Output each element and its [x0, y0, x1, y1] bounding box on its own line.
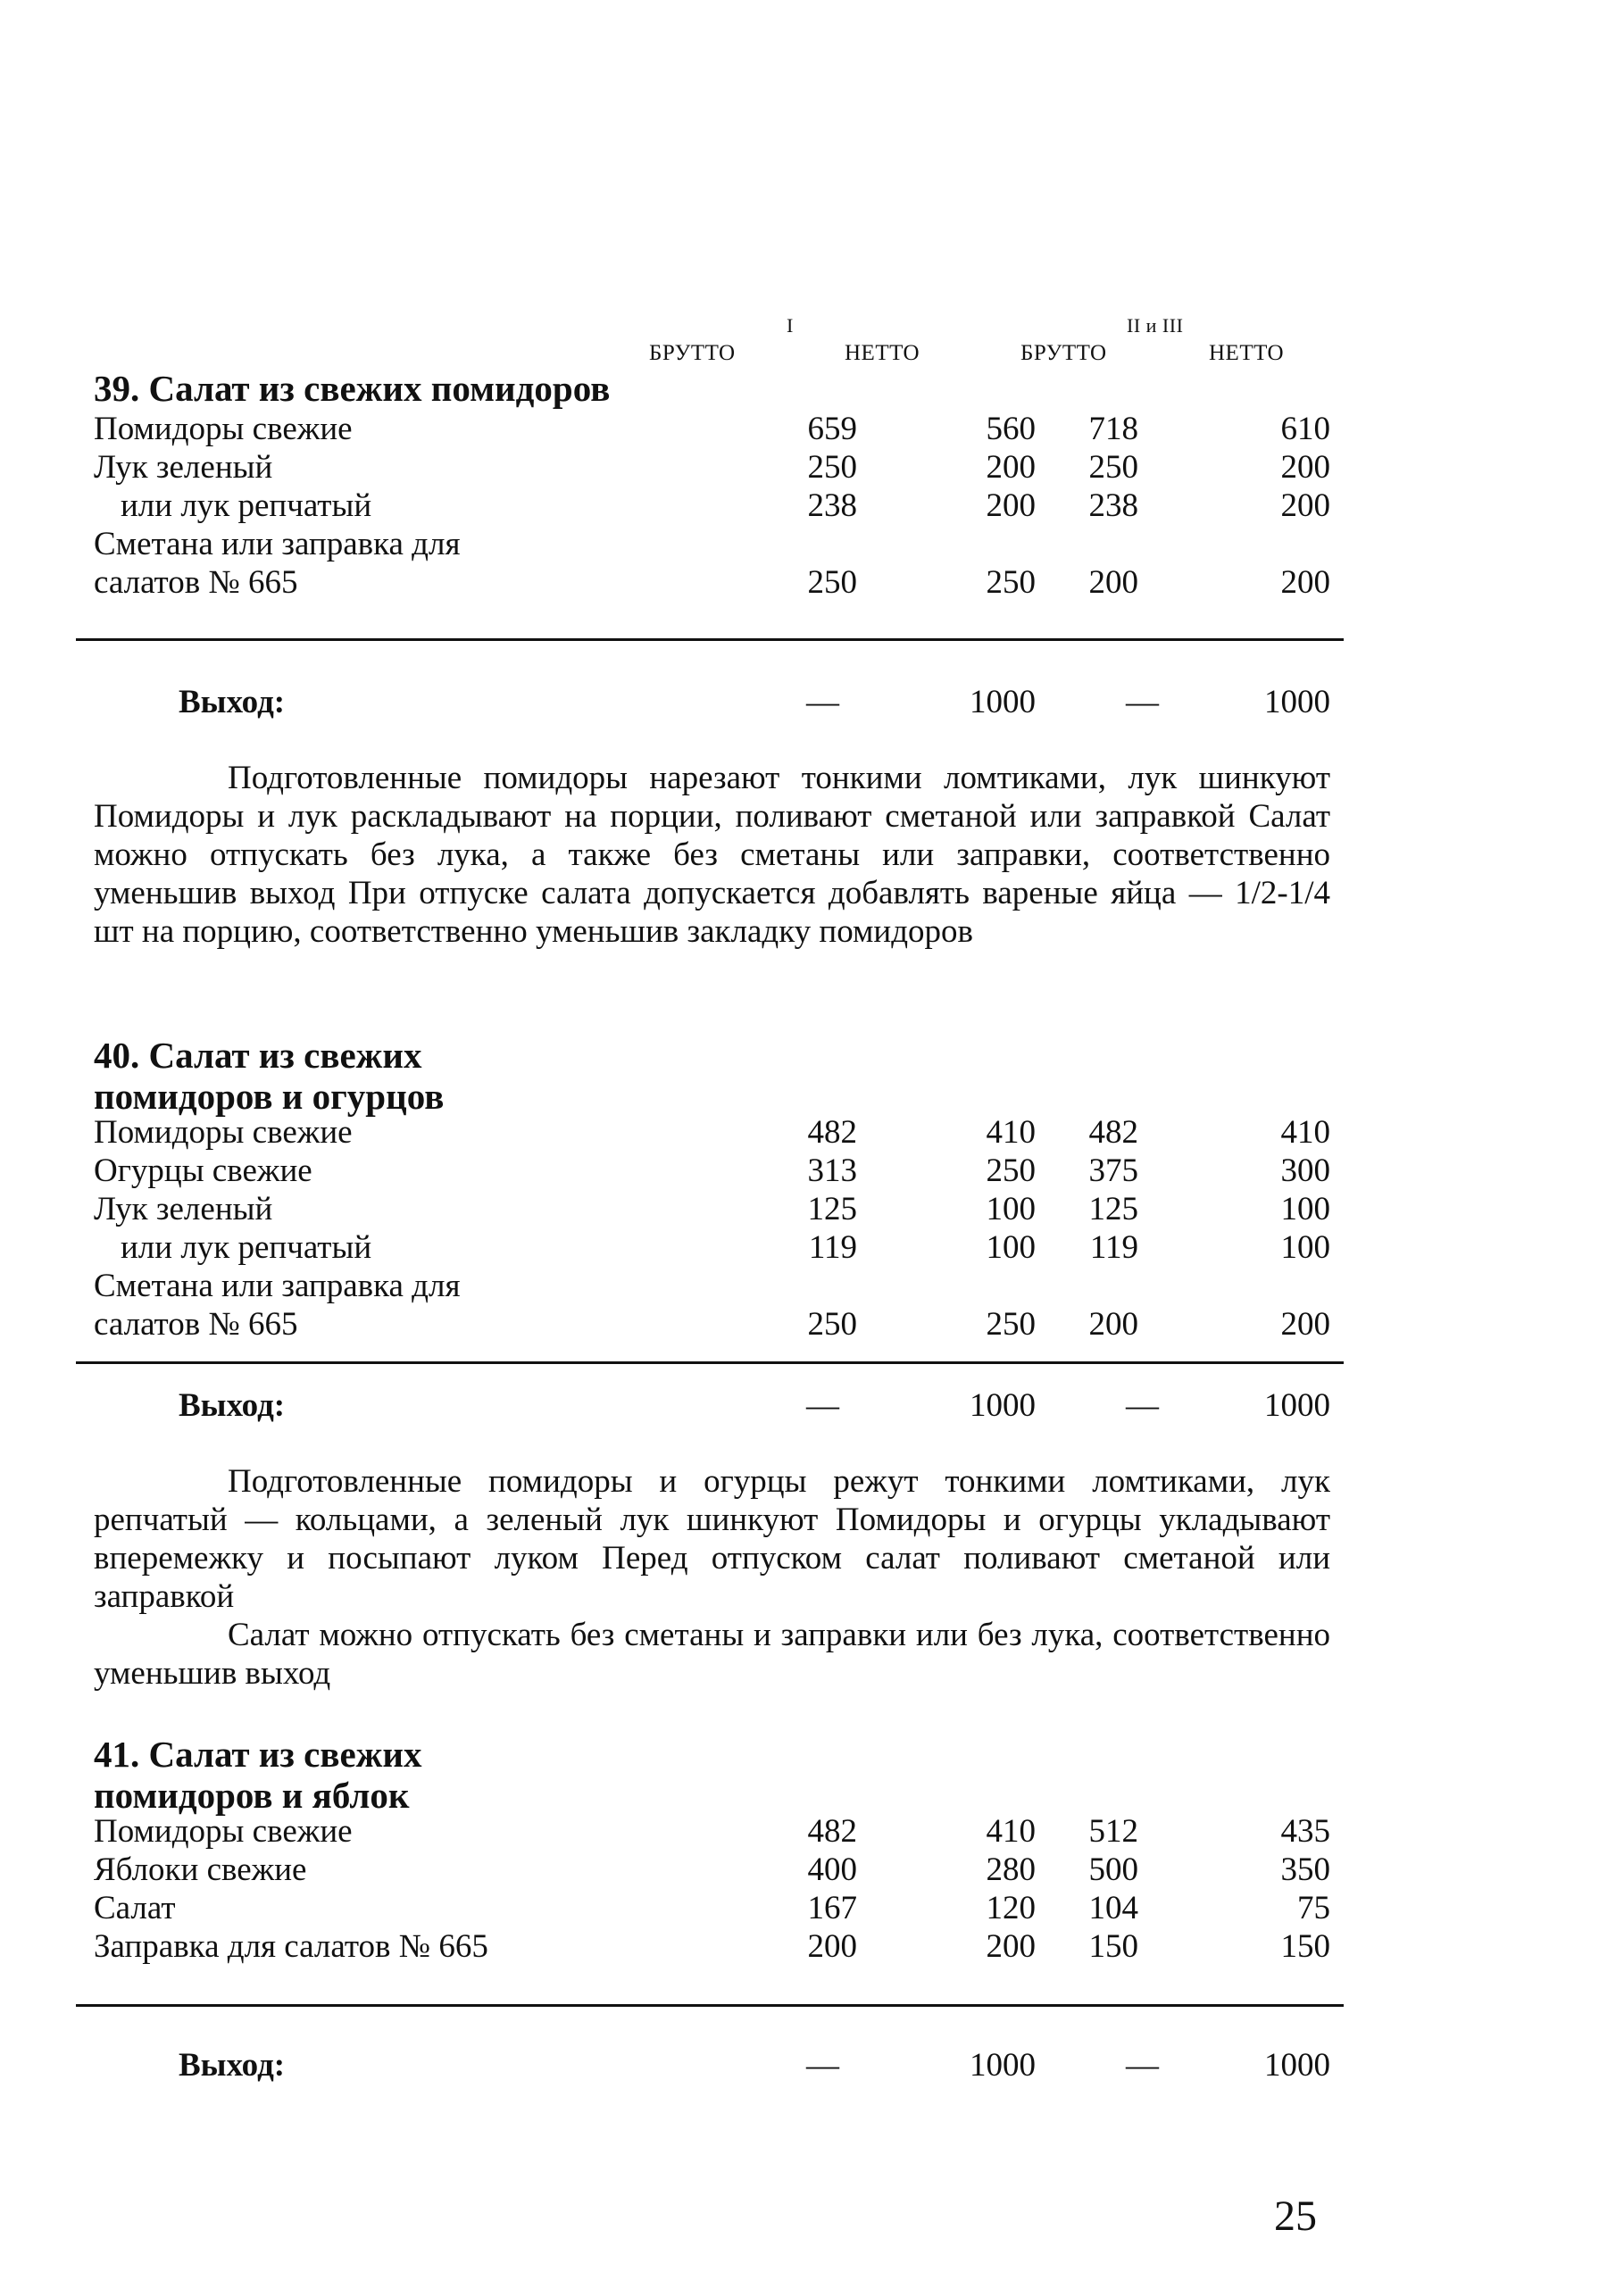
output-brutto-1: — — [806, 684, 839, 720]
ingredient-name: Помидоры свежие — [94, 1813, 353, 1850]
paragraph: Подготовленные помидоры и огурцы режут тонкими ломтиками, лук репчатый — кольцами, а зеленый лук шинкуют Помидоры и огурцы укладывают вперемежку и посыпают луком Перед отпуском салат поливают сметаной или заправкой — [94, 1463, 1330, 1615]
table-divider — [76, 1361, 1344, 1364]
output-netto-2: 1000 — [1264, 1387, 1330, 1424]
table-row — [94, 1114, 1330, 1152]
recipe-41-title-line-1: 41. Салат из свежих — [94, 1734, 422, 1775]
table-row — [94, 1813, 1330, 1851]
netto-1: 200 — [986, 1928, 1036, 1965]
output-row — [94, 1387, 1330, 1425]
recipe-39-description — [94, 759, 1330, 951]
netto-1: 250 — [986, 1306, 1036, 1343]
table-row — [94, 1851, 1330, 1889]
table-row — [94, 1152, 1330, 1190]
netto-2: 410 — [1280, 1114, 1330, 1151]
brutto-1: 250 — [807, 1306, 857, 1343]
brutto-1: 250 — [807, 564, 857, 601]
netto-1: 250 — [986, 1152, 1036, 1189]
netto-1: 120 — [986, 1890, 1036, 1926]
ingredient-name: Сметана или заправка для — [94, 1268, 461, 1304]
ingredient-name: Заправка для салатов № 665 — [94, 1928, 488, 1965]
recipe-40-description — [94, 1462, 1330, 1693]
brutto-1: 400 — [807, 1851, 857, 1888]
column-netto-1: НЕТТО — [845, 341, 920, 365]
table-row — [94, 449, 1330, 487]
brutto-1: 482 — [807, 1813, 857, 1850]
brutto-1: 125 — [807, 1191, 857, 1227]
output-brutto-2: — — [1126, 1387, 1159, 1424]
netto-1: 200 — [986, 449, 1036, 486]
netto-2: 300 — [1280, 1152, 1330, 1189]
output-netto-2: 1000 — [1264, 684, 1330, 720]
brutto-1: 250 — [807, 449, 857, 486]
brutto-2: 718 — [1088, 411, 1138, 447]
netto-1: 100 — [986, 1191, 1036, 1227]
brutto-1: 200 — [807, 1928, 857, 1965]
brutto-2: 500 — [1088, 1851, 1138, 1888]
output-row — [94, 2047, 1330, 2084]
table-row — [94, 1229, 1330, 1267]
brutto-1: 119 — [808, 1229, 857, 1266]
brutto-2: 200 — [1088, 564, 1138, 601]
brutto-2: 104 — [1088, 1890, 1138, 1926]
paragraph: Подготовленные помидоры нарезают тонкими ломтиками, лук шинкуют Помидоры и лук раскладывают на порции, поливают сметаной или заправкой Салат можно отпускать без лука, а также без сметаны или заправки, соответственно уменьшив выход При отпуске салата допускается добавлять вареные яйца — 1/2-1/4 шт на порцию, соответственно уменьшив закладку помидоров — [94, 760, 1330, 950]
table-row — [94, 1268, 1330, 1305]
ingredient-name: Салат — [94, 1890, 176, 1926]
recipe-40-title-line-2: помидоров и огурцов — [94, 1076, 445, 1117]
brutto-1: 167 — [807, 1890, 857, 1926]
netto-1: 560 — [986, 411, 1036, 447]
output-brutto-2: — — [1126, 2047, 1159, 2084]
table-row — [94, 526, 1330, 563]
netto-2: 150 — [1280, 1928, 1330, 1965]
table-divider — [76, 638, 1344, 641]
netto-1: 280 — [986, 1851, 1036, 1888]
netto-2: 435 — [1280, 1813, 1330, 1850]
brutto-2: 200 — [1088, 1306, 1138, 1343]
brutto-2: 512 — [1088, 1813, 1138, 1850]
netto-1: 100 — [986, 1229, 1036, 1266]
table-row — [94, 1306, 1330, 1344]
netto-2: 200 — [1280, 449, 1330, 486]
netto-2: 200 — [1280, 564, 1330, 601]
output-label: Выход: — [179, 684, 286, 720]
recipe-41-title-line-2: помидоров и яблок — [94, 1775, 410, 1816]
ingredient-name: Сметана или заправка для — [94, 526, 461, 562]
brutto-2: 250 — [1088, 449, 1138, 486]
output-netto-1: 1000 — [970, 684, 1036, 720]
brutto-1: 238 — [807, 487, 857, 524]
brutto-1: 659 — [807, 411, 857, 447]
ingredient-name: Лук зеленый — [94, 449, 273, 486]
output-netto-2: 1000 — [1264, 2047, 1330, 2084]
netto-1: 410 — [986, 1813, 1036, 1850]
output-netto-1: 1000 — [970, 1387, 1036, 1424]
ingredient-name: Помидоры свежие — [94, 411, 353, 447]
output-brutto-1: — — [806, 2047, 839, 2084]
ingredient-name: Яблоки свежие — [94, 1851, 307, 1888]
ingredient-name: или лук репчатый — [121, 487, 372, 524]
table-row — [94, 1928, 1330, 1966]
netto-2: 100 — [1280, 1191, 1330, 1227]
table-row — [94, 487, 1330, 525]
netto-2: 200 — [1280, 487, 1330, 524]
page-number: 25 — [1274, 2192, 1317, 2240]
recipe-40-title-line-1: 40. Салат из свежих — [94, 1035, 422, 1076]
brutto-2: 375 — [1088, 1152, 1138, 1189]
table-row — [94, 411, 1330, 448]
table-row — [94, 1191, 1330, 1228]
netto-1: 410 — [986, 1114, 1036, 1151]
ingredient-name: или лук репчатый — [121, 1229, 372, 1266]
brutto-2: 150 — [1088, 1928, 1138, 1965]
brutto-2: 238 — [1088, 487, 1138, 524]
ingredient-name: салатов № 665 — [94, 1306, 298, 1343]
brutto-1: 482 — [807, 1114, 857, 1151]
table-divider — [76, 2004, 1344, 2007]
brutto-1: 313 — [807, 1152, 857, 1189]
output-row — [94, 684, 1330, 721]
column-brutto-1: БРУТТО — [649, 341, 736, 365]
netto-2: 100 — [1280, 1229, 1330, 1266]
netto-2: 200 — [1280, 1306, 1330, 1343]
column-brutto-2: БРУТТО — [1020, 341, 1107, 365]
netto-2: 610 — [1280, 411, 1330, 447]
ingredient-name: Огурцы свежие — [94, 1152, 312, 1189]
output-label: Выход: — [179, 2047, 286, 2084]
netto-2: 350 — [1280, 1851, 1330, 1888]
table-row — [94, 1890, 1330, 1927]
netto-2: 75 — [1297, 1890, 1330, 1926]
column-netto-2: НЕТТО — [1209, 341, 1285, 365]
netto-1: 200 — [986, 487, 1036, 524]
brutto-2: 119 — [1089, 1229, 1138, 1266]
output-brutto-1: — — [806, 1387, 839, 1424]
netto-1: 250 — [986, 564, 1036, 601]
brutto-2: 482 — [1088, 1114, 1138, 1151]
paragraph: Салат можно отпускать без сметаны и заправки или без лука, соответственно уменьшив выход — [94, 1617, 1330, 1692]
output-netto-1: 1000 — [970, 2047, 1036, 2084]
ingredient-name: салатов № 665 — [94, 564, 298, 601]
recipe-39-title: 39. Салат из свежих помидоров — [94, 368, 611, 409]
column-group-2: II и III — [1127, 314, 1184, 337]
output-brutto-2: — — [1126, 684, 1159, 720]
output-label: Выход: — [179, 1387, 286, 1424]
brutto-2: 125 — [1088, 1191, 1138, 1227]
table-row — [94, 564, 1330, 602]
column-group-1: I — [787, 314, 794, 337]
ingredient-name: Лук зеленый — [94, 1191, 273, 1227]
ingredient-name: Помидоры свежие — [94, 1114, 353, 1151]
